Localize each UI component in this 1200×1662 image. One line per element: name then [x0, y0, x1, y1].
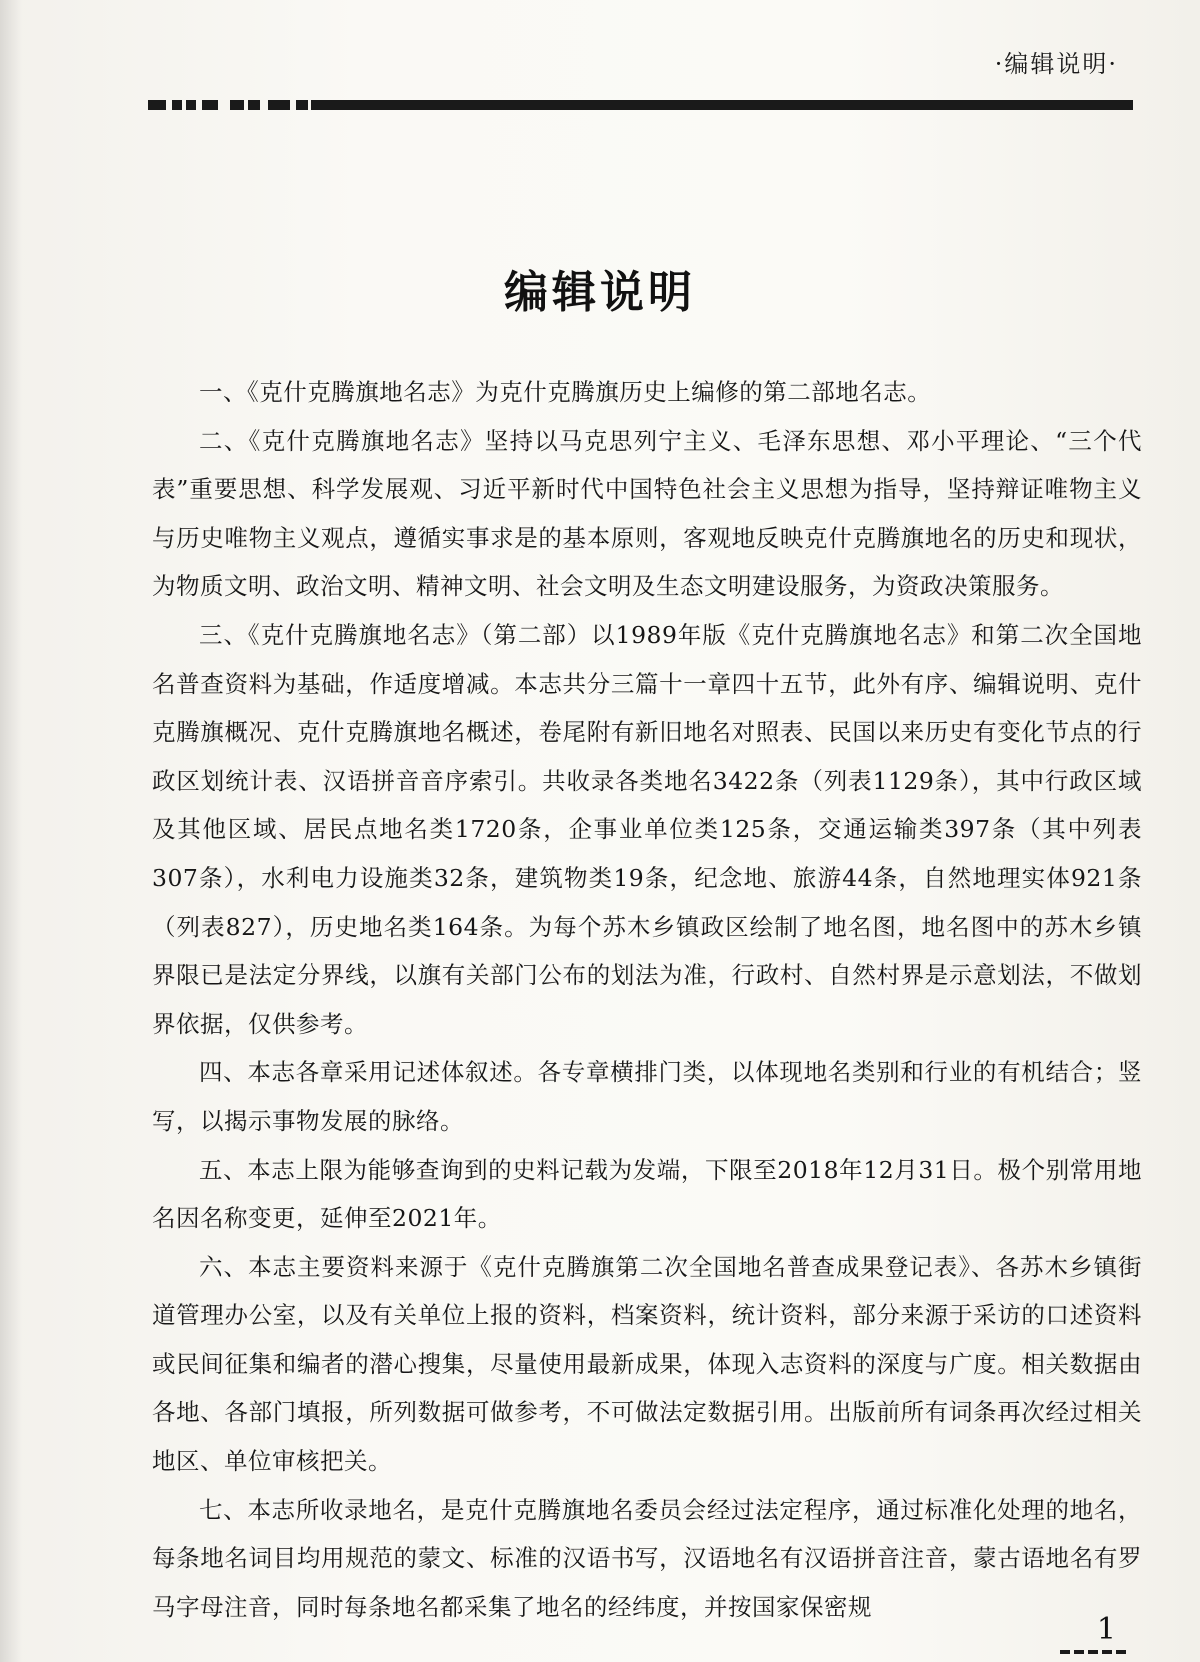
paragraph-6: 六、本志主要资料来源于《克什克腾旗第二次全国地名普查成果登记表》、各苏木乡镇街道管理办公室，以及有关单位上报的资料，档案资料，统计资料，部分来源于采访的口述资料或民间征集和编者的潜心搜集，尽量使用最新成果，体现入志资料的深度与广度。相关数据由各地、各部门填报，所列数据可做参考，不可做法定数据引用。出版前所有词条再次经过相关地区、单位审核把关。 [152, 1252, 1142, 1476]
page-edge-shadow [0, 0, 22, 1662]
paragraph-1: 一、《克什克腾旗地名志》为克什克腾旗历史上编修的第二部地名志。 [199, 378, 932, 406]
footer-dash [1060, 1650, 1130, 1654]
paragraph-2: 二、《克什克腾旗地名志》坚持以马克思列宁主义、毛泽东思想、邓小平理论、“三个代表”重要思想、科学发展观、习近平新时代中国特色社会主义思想为指导，坚持辩证唯物主义与历史唯物主义观点，遵循实事求是的基本原则，客观地反映克什克腾旗地名的历史和现状，为物质文明、政治文明、精神文明、社会文明及生态文明建设服务，为资政决策服务。 [152, 426, 1142, 601]
running-header-title: ·编辑说明· [994, 50, 1118, 78]
bleed-through-texture [170, 128, 1150, 164]
paragraph-4: 四、本志各章采用记述体叙述。各专章横排门类，以体现地名类别和行业的有机结合；竖写，以揭示事物发展的脉络。 [152, 1058, 1142, 1135]
page-number: 1 [1096, 1612, 1116, 1647]
body-text [152, 368, 1142, 1631]
paragraph-7: 七、本志所收录地名，是克什克腾旗地名委员会经过法定程序，通过标准化处理的地名，每条地名词目均用规范的蒙文、标准的汉语书写，汉语地名有汉语拼音注音，蒙古语地名有罗马字母注音，同时每条地名都采集了地名的经纬度，并按国家保密规 [152, 1495, 1142, 1621]
paragraph-3: 三、《克什克腾旗地名志》（第二部）以1989年版《克什克腾旗地名志》和第二次全国地名普查资料为基础，作适度增减。本志共分三篇十一章四十五节，此外有序、编辑说明、克什克腾旗概况、克什克腾旗地名概述，卷尾附有新旧地名对照表、民国以来历史有变化节点的行政区划统计表、汉语拼音音序索引。共收录各类地名3422条（列表1129条），其中行政区域及其他区域、居民点地名类1720条，企事业单位类125条，交通运输类397条（其中列表307条），水利电力设施类32条，建筑物类19条，纪念地、旅游44条，自然地理实体921条（列表827），历史地名类164条。为每个苏木乡镇政区绘制了地名图，地名图中的苏木乡镇界限已是法定分界线，以旗有关部门公布的划法为准，行政村、自然村界是示意划法，不做划界依据，仅供参考。 [152, 620, 1142, 1038]
paragraph-5: 五、本志上限为能够查询到的史料记载为发端，下限至2018年12月31日。极个别常用地名因名称变更，延伸至2021年。 [152, 1155, 1142, 1233]
page-title: 编辑说明 [504, 267, 696, 318]
header-rule [148, 100, 1133, 110]
